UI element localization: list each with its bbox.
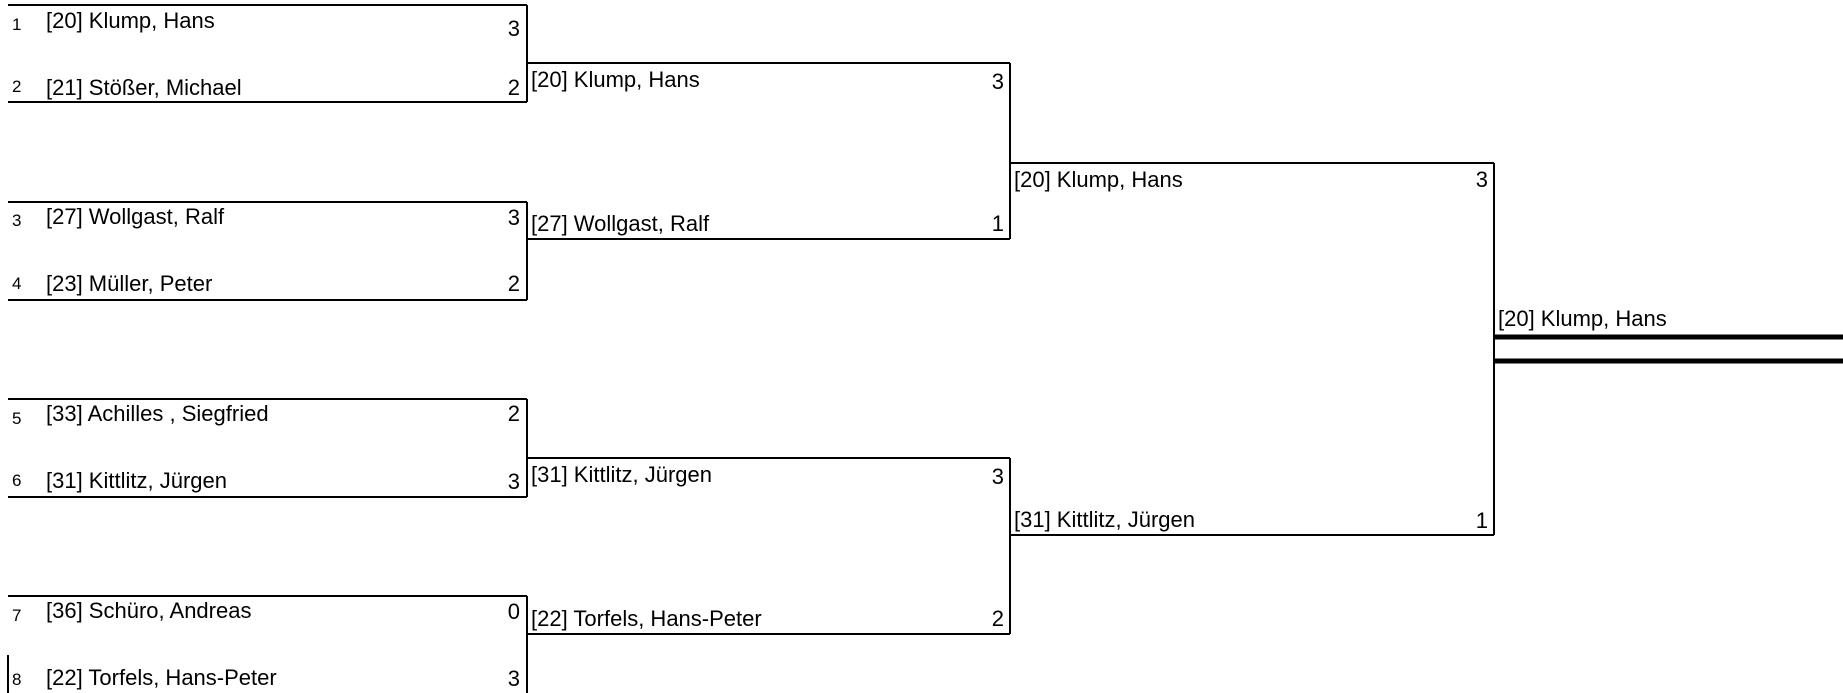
player-name: [20] Klump, Hans [1014, 167, 1183, 192]
player-score: 3 [1475, 167, 1488, 192]
round2-lines [527, 63, 1010, 634]
final-winner-name: [20] Klump, Hans [1498, 306, 1667, 331]
player-score: 0 [507, 599, 520, 624]
player-score: 1 [1475, 508, 1488, 533]
r2-slot3 [531, 462, 1004, 489]
seed-number: 1 [12, 15, 22, 34]
r1-slot7 [12, 598, 520, 625]
seed-number: 3 [12, 211, 22, 230]
round1-entries [12, 8, 520, 691]
r1-slot6 [12, 468, 520, 494]
seed-number: 5 [12, 409, 22, 428]
round1-lines [8, 5, 527, 693]
seed-number: 8 [12, 670, 22, 689]
r2-slot4 [531, 606, 1004, 631]
player-name: [21] Stößer, Michael [46, 75, 242, 100]
player-name: [20] Klump, Hans [46, 8, 215, 33]
r1-slot8 [12, 665, 520, 691]
player-score: 3 [507, 469, 520, 494]
player-score: 3 [991, 464, 1004, 489]
player-score: 2 [991, 606, 1004, 631]
player-name: [31] Kittlitz, Jürgen [531, 462, 712, 487]
round2-entries [531, 67, 1004, 631]
round3-lines [1010, 163, 1494, 535]
player-name: [33] Achilles , Siegfried [46, 401, 269, 426]
r2-slot2 [531, 211, 1004, 236]
r2-slot1 [531, 67, 1004, 94]
player-name: [20] Klump, Hans [531, 67, 700, 92]
player-name: [27] Wollgast, Ralf [46, 204, 225, 229]
player-name: [31] Kittlitz, Jürgen [1014, 507, 1195, 532]
player-name: [22] Torfels, Hans-Peter [531, 606, 762, 631]
player-name: [36] Schüro, Andreas [46, 598, 252, 623]
r1-slot5 [12, 401, 520, 428]
seed-number: 2 [12, 77, 22, 96]
seed-number: 6 [12, 471, 22, 490]
seed-number: 4 [12, 274, 22, 293]
r1-slot4 [12, 271, 520, 296]
seed-number: 7 [12, 606, 22, 625]
player-name: [27] Wollgast, Ralf [531, 211, 710, 236]
player-score: 1 [991, 211, 1004, 236]
player-score: 2 [507, 75, 520, 100]
r3-slot1 [1014, 167, 1488, 192]
player-score: 3 [507, 666, 520, 691]
player-score: 3 [991, 69, 1004, 94]
player-name: [31] Kittlitz, Jürgen [46, 468, 227, 493]
player-score: 2 [507, 401, 520, 426]
r1-slot1 [12, 8, 520, 41]
r3-slot2 [1014, 507, 1488, 533]
player-score: 3 [507, 205, 520, 230]
r1-slot2 [12, 75, 520, 100]
round3-entries [1014, 167, 1488, 533]
final-lines [1365, 337, 1843, 693]
r1-slot3 [12, 204, 520, 230]
player-score: 3 [507, 16, 520, 41]
player-name: [22] Torfels, Hans-Peter [46, 665, 277, 690]
player-name: [23] Müller, Peter [46, 271, 213, 296]
player-score: 2 [507, 271, 520, 296]
